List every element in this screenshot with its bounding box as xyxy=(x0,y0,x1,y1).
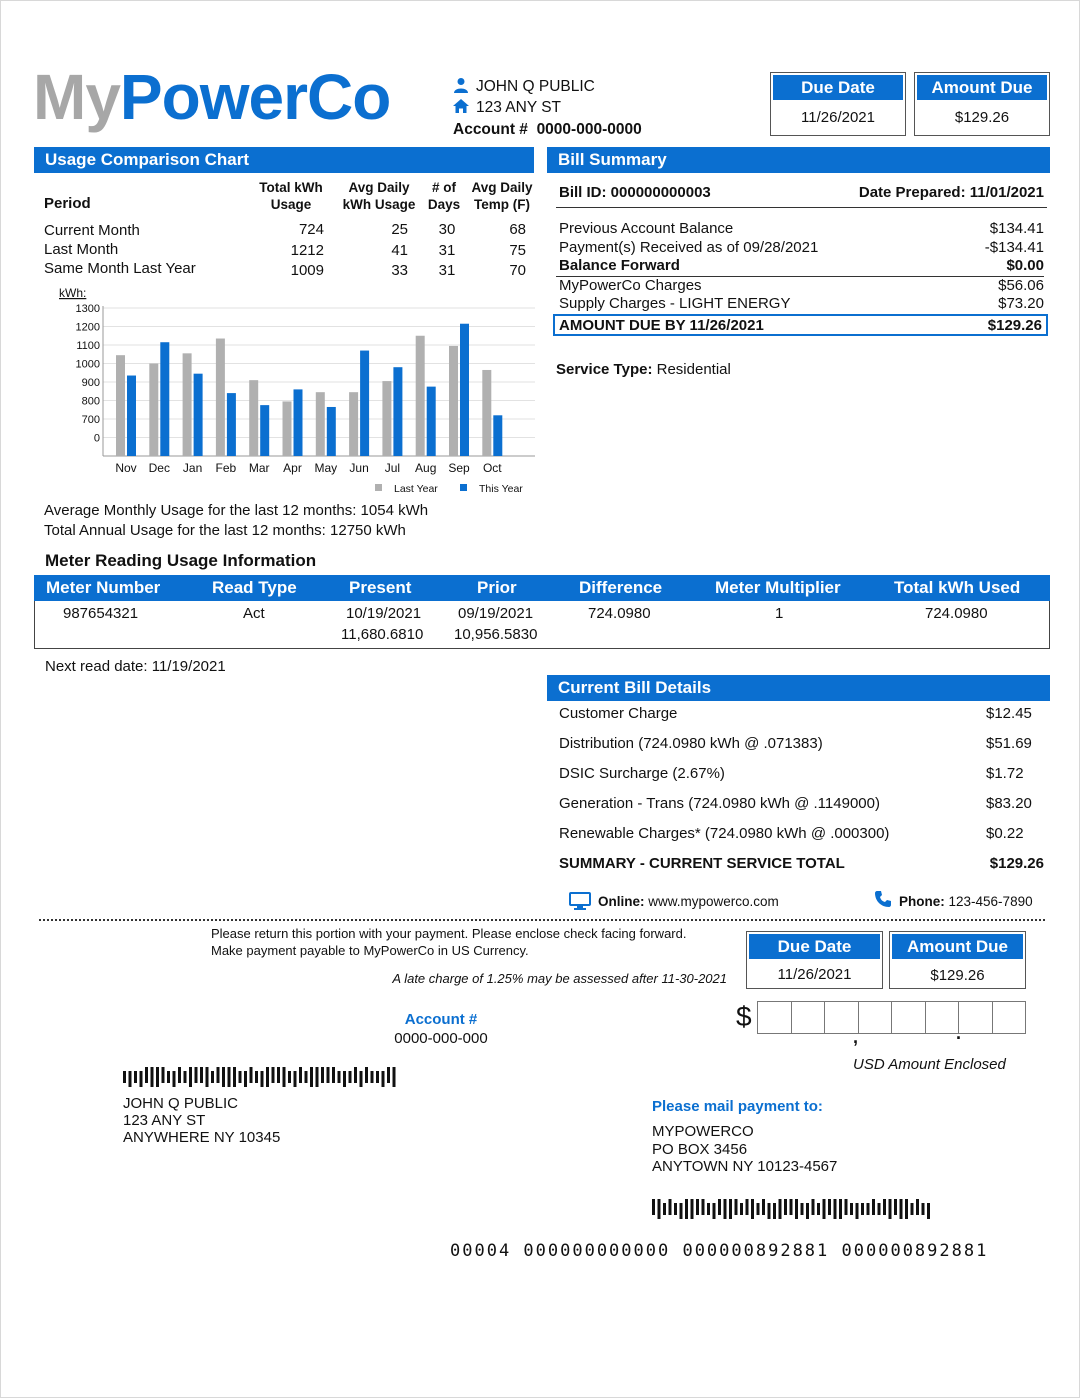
barcode-bar xyxy=(652,1199,655,1215)
usage-section-header: Usage Comparison Chart xyxy=(34,147,534,173)
barcode-bar xyxy=(718,1199,721,1215)
meter-table-row: 987654321 Act 10/19/2021 11,680.6810 09/19/2021 10,956.5830 724.0980 1 724.0980 xyxy=(34,601,1050,649)
legend-label: This Year xyxy=(479,483,523,495)
barcode-bar xyxy=(724,1199,727,1219)
bar-this-year xyxy=(194,374,203,456)
stub-due-date-value: 11/26/2021 xyxy=(777,966,852,983)
barcode-bar xyxy=(343,1071,346,1087)
customer-info xyxy=(453,76,642,140)
barcode-bar xyxy=(332,1067,335,1083)
barcode-bar xyxy=(867,1203,870,1215)
barcode-bar xyxy=(773,1203,776,1219)
barcode-bar xyxy=(839,1199,842,1219)
customer-barcode xyxy=(123,1067,483,1089)
barcode-bar xyxy=(173,1071,176,1087)
barcode-bar xyxy=(834,1199,837,1219)
bill-id: Bill ID: 000000000003 xyxy=(559,184,711,201)
barcode-bar xyxy=(178,1067,181,1083)
barcode-bar xyxy=(663,1203,666,1215)
barcode-bar xyxy=(691,1199,694,1219)
summary-divider xyxy=(556,207,1047,208)
bar-last-year xyxy=(283,401,292,456)
barcode-bar xyxy=(338,1071,341,1083)
barcode-bar xyxy=(233,1067,236,1087)
amount-decimal: . xyxy=(956,1023,962,1043)
bar-last-year xyxy=(149,364,158,457)
bill-summary-lines xyxy=(559,220,1044,314)
barcode-bar xyxy=(321,1067,324,1083)
stub-amount-due-box xyxy=(889,931,1026,989)
amount-due-label: Amount Due xyxy=(915,73,1049,102)
barcode-bar xyxy=(189,1067,192,1087)
barcode-bar xyxy=(872,1199,875,1215)
barcode-bar xyxy=(387,1067,390,1083)
barcode-bar xyxy=(217,1067,220,1083)
detail-line: Renewable Charges* (724.0980 kWh @ .000300) $0.22 xyxy=(559,825,1024,842)
barcode-bar xyxy=(206,1067,209,1087)
barcode-bar xyxy=(200,1067,203,1083)
barcode-bar xyxy=(272,1067,275,1083)
remit-barcode xyxy=(652,1199,1012,1223)
barcode-bar xyxy=(288,1071,291,1083)
barcode-bar xyxy=(823,1199,826,1219)
detail-line: Generation - Trans (724.0980 kWh @ .1149000) $83.20 xyxy=(559,795,1032,812)
total-kwh-column-header: Total kWh Usage xyxy=(259,180,323,212)
barcode-bar xyxy=(239,1071,242,1083)
bar-last-year xyxy=(349,392,358,456)
amount-due-value: $129.26 xyxy=(954,109,1010,126)
barcode-bar xyxy=(751,1199,754,1219)
barcode-bar xyxy=(327,1067,330,1083)
barcode-bar xyxy=(129,1071,132,1087)
y-tick-label: 1100 xyxy=(76,340,100,352)
service-type: Service Type: Residential xyxy=(556,361,731,378)
bar-this-year xyxy=(393,367,402,456)
amount-enclosed-input[interactable] xyxy=(758,1001,1026,1034)
computer-icon xyxy=(569,892,591,910)
legend-swatch xyxy=(375,484,382,491)
x-tick-label: May xyxy=(314,461,338,475)
barcode-bar xyxy=(685,1199,688,1219)
bar-last-year xyxy=(216,339,225,456)
barcode-bar xyxy=(905,1199,908,1219)
amount-comma: , xyxy=(853,1027,859,1047)
barcode-bar xyxy=(669,1199,672,1215)
barcode-bar xyxy=(354,1067,357,1083)
barcode-bar xyxy=(250,1067,253,1083)
barcode-bar xyxy=(371,1071,374,1083)
x-tick-label: Jun xyxy=(349,461,369,475)
barcode-bar xyxy=(894,1199,897,1215)
summary-line: Previous Account Balance $134.41 xyxy=(559,220,1044,237)
bill-details-list xyxy=(559,705,1044,885)
barcode-bar xyxy=(283,1067,286,1087)
x-tick-label: Apr xyxy=(283,461,302,475)
late-charge-note: A late charge of 1.25% may be assessed after 11-30-2021 xyxy=(392,971,727,986)
period-column-header: Period xyxy=(44,195,91,212)
x-tick-label: Mar xyxy=(248,461,270,475)
next-read-date: Next read date: 11/19/2021 xyxy=(45,658,226,675)
person-icon xyxy=(453,77,469,93)
barcode-bar xyxy=(123,1071,126,1083)
online-url[interactable]: www.mypowerco.com xyxy=(648,894,779,909)
average-monthly-usage: Average Monthly Usage for the last 12 months: 1054 kWh xyxy=(44,502,429,519)
x-tick-label: Jan xyxy=(182,461,203,475)
barcode-bar xyxy=(779,1199,782,1219)
barcode-bar xyxy=(713,1203,716,1219)
bar-last-year xyxy=(116,355,125,456)
x-tick-label: Feb xyxy=(215,461,237,475)
barcode-bar xyxy=(861,1203,864,1215)
avg-daily-kwh-column-header: Avg Daily kWh Usage xyxy=(342,180,416,212)
barcode-bar xyxy=(195,1067,198,1083)
usage-bar-chart xyxy=(41,281,541,501)
barcode-bar xyxy=(393,1067,396,1087)
bar-this-year xyxy=(160,342,169,456)
summary-line: MyPowerCo Charges $56.06 xyxy=(559,276,1044,294)
amount-due-by-box xyxy=(553,314,1048,336)
mail-payment-label: Please mail payment to: xyxy=(652,1098,823,1115)
y-tick-label: 700 xyxy=(81,414,100,426)
stub-account-label: Account # xyxy=(404,1011,478,1028)
x-tick-label: Oct xyxy=(482,461,502,475)
summary-line: Payment(s) Received as of 09/28/2021 -$134.41 xyxy=(559,238,1044,256)
due-date-box xyxy=(770,72,906,136)
barcode-bar xyxy=(696,1199,699,1215)
barcode-bar xyxy=(294,1071,297,1087)
barcode-bar xyxy=(845,1199,848,1215)
y-tick-label: 0 xyxy=(93,432,100,445)
barcode-bar xyxy=(883,1199,886,1215)
meter-table-header: Meter Number Read Type Present Prior Difference Meter Multiplier Total kWh Used xyxy=(34,575,1050,601)
barcode-bar xyxy=(156,1067,159,1087)
phone-icon xyxy=(874,890,892,908)
barcode-bar xyxy=(658,1199,661,1219)
date-prepared: Date Prepared: 11/01/2021 xyxy=(858,184,1044,201)
bar-this-year xyxy=(227,393,236,456)
barcode-bar xyxy=(680,1203,683,1219)
barcode-bar xyxy=(228,1067,231,1087)
stub-amount-due-value: $129.26 xyxy=(930,967,985,984)
current-bill-details-header: Current Bill Details xyxy=(547,675,1050,701)
barcode-bar xyxy=(817,1203,820,1215)
phone-contact: Phone: 123-456-7890 xyxy=(874,890,1033,909)
barcode-bar xyxy=(729,1199,732,1219)
barcode-bar xyxy=(889,1199,892,1219)
barcode-bar xyxy=(167,1071,170,1083)
amount-due-by-value: $129.26 xyxy=(987,316,1042,334)
barcode-bar xyxy=(790,1199,793,1215)
barcode-bar xyxy=(768,1203,771,1219)
tear-line xyxy=(39,919,1045,921)
home-icon xyxy=(453,98,469,114)
barcode-bar xyxy=(211,1071,214,1083)
customer-name: JOHN Q PUBLIC xyxy=(476,78,595,95)
y-tick-label: 1000 xyxy=(75,358,100,371)
barcode-bar xyxy=(365,1067,368,1083)
barcode-bar xyxy=(266,1067,269,1087)
barcode-bar xyxy=(900,1199,903,1219)
total-annual-usage: Total Annual Usage for the last 12 months: 12750 kWh xyxy=(44,522,406,539)
barcode-bar xyxy=(674,1203,677,1215)
bar-last-year xyxy=(316,392,325,456)
stub-account-value: 0000-000-000 xyxy=(394,1030,488,1047)
customer-street: 123 ANY ST xyxy=(476,99,562,116)
days-column-header: # of Days xyxy=(427,180,461,212)
barcode-bar xyxy=(735,1199,738,1215)
barcode-bar xyxy=(795,1199,798,1219)
barcode-bar xyxy=(757,1203,760,1215)
barcode-bar xyxy=(927,1203,930,1219)
barcode-bar xyxy=(828,1199,831,1215)
barcode-bar xyxy=(740,1203,743,1215)
usage-averages xyxy=(44,501,428,541)
barcode-bar xyxy=(305,1071,308,1083)
bar-last-year xyxy=(449,346,458,456)
bar-last-year xyxy=(249,380,258,456)
account-number: 0000-000-0000 xyxy=(536,121,642,138)
y-tick-label: 900 xyxy=(81,377,100,389)
x-tick-label: Jul xyxy=(384,461,401,475)
summary-line-balance-forward: Balance Forward $0.00 xyxy=(559,257,1044,274)
x-tick-label: Aug xyxy=(415,461,437,475)
detail-total-line: SUMMARY - CURRENT SERVICE TOTAL $129.26 xyxy=(559,855,1044,872)
barcode-bar xyxy=(255,1071,258,1083)
y-axis-label: kWh: xyxy=(59,286,87,300)
x-tick-label: Sep xyxy=(448,461,470,475)
barcode-bar xyxy=(911,1203,914,1215)
stub-due-date-box xyxy=(746,931,883,989)
amount-due-by-label: AMOUNT DUE BY 11/26/2021 xyxy=(559,316,764,334)
utility-bill-page: MyPowerCo JOHN Q PUBLIC 123 ANY ST Account # 0000-000-0000 Due Date 11/26/2021 Amount Due $129.26 Usage Comparison Chart Period Total kWh Usage Avg Daily kWh Usage # of Days Avg Daily Temp (F) Current Month 724 25 30 68 Last Month 1212 41 31 75 Same Month Last Year 1009 33 31 70 kWh: 1300 1200 1100 1000 900 800 700 0 Nov Dec Jan Feb Mar Apr May Jun Jul Aug Sep Oct Last Year This Year Average Monthly Usage for the last 12 months: 1054 kWh Total Annual Usage for the last 12 months: 12750 kWh Bill Summary Bill ID: 000000000003 Date Prepared: 11/01/2021 Previous Account Balance $134.41 Payment(s) Received as of 09/28/2021 -$134.41 Balance Forward $0.00 MyPowerCo Charges $56.06 Supply Charges - LIGHT ENERGY $73.20 AMOUNT DUE BY 11/26/2021 $129.26 Service Type: Residential Meter Reading Usage Information Meter Number Read Type Present Prior Difference Meter Multiplier Total kWh Used 987654321 Act 10/19/2021 11,680.6810 09/19/2021 10,956.5830 724.0980 1 724.0980 Next read date: 11/19/2021 Current Bill Details Customer Charge $12.45 Distribution (724.0980 kWh @ .071383) $51.69 DSIC Surcharge (2.67%) $1.72 Generation - Trans (724.0980 kWh @ .1149000) $83.20 Renewable Charges* (724.0980 kWh @ .000300) $0.22 SUMMARY - CURRENT SERVICE TOTAL $129.26 Online: www.mypowerco.com Phone: 123-456-7890 Please return this portion with your payment. Please enclose check facing forward. Make payment payable to MyPowerCo in US Currency. A late charge of 1.25% may be assessed after 11-30-2021 Due Date 11/26/2021 Amount Due $129.26 Account # 0000-000-000 $ , . USD Amount Enclosed JOHN Q PUBLIC 123 ANY ST ANYWHERE NY 10345 Please mail payment to: MYPOWERCO PO BOX 3456 ANYTOWN NY 10123-4567 00004 000000000000 000000892881 000000892881 xyxy=(0,0,1080,1398)
bar-this-year xyxy=(460,324,469,456)
barcode-bar xyxy=(360,1071,363,1087)
remit-address: MYPOWERCO PO BOX 3456 ANYTOWN NY 10123-4567 xyxy=(652,1123,838,1175)
amount-due-box xyxy=(914,72,1050,136)
bar-last-year xyxy=(416,336,425,456)
phone-number: 123-456-7890 xyxy=(948,894,1033,909)
barcode-bar xyxy=(856,1203,859,1219)
ocr-scanline: 00004 000000000000 000000892881 000000892881 xyxy=(450,1241,989,1261)
bar-last-year xyxy=(183,353,192,456)
usd-amount-enclosed-label: USD Amount Enclosed xyxy=(853,1056,1006,1073)
barcode-bar xyxy=(850,1203,853,1215)
bar-this-year xyxy=(427,387,436,456)
account-label: Account # xyxy=(453,121,528,138)
legend-swatch xyxy=(460,484,467,491)
detail-line: DSIC Surcharge (2.67%) $1.72 xyxy=(559,765,1024,782)
bill-summary-header: Bill Summary xyxy=(547,147,1050,173)
stub-due-date-label: Due Date xyxy=(747,932,882,961)
return-instructions: Please return this portion with your payment. Please enclose check facing forward. Make payment payable to MyPowerCo in US Currency. xyxy=(211,926,687,958)
barcode-bar xyxy=(922,1203,925,1215)
barcode-bar xyxy=(162,1067,165,1083)
meter-section-title: Meter Reading Usage Information xyxy=(45,551,317,570)
barcode-bar xyxy=(382,1071,385,1087)
barcode-bar xyxy=(916,1199,919,1215)
y-tick-label: 800 xyxy=(81,395,100,408)
due-date-label: Due Date xyxy=(771,73,905,102)
company-logo: MyPowerCo xyxy=(33,61,391,133)
bar-this-year xyxy=(493,415,502,456)
barcode-bar xyxy=(801,1203,804,1215)
barcode-bar xyxy=(134,1071,137,1083)
bar-this-year xyxy=(260,405,269,456)
barcode-bar xyxy=(376,1071,379,1083)
stub-amount-due-label: Amount Due xyxy=(890,932,1025,961)
barcode-bar xyxy=(806,1203,809,1219)
barcode-bar xyxy=(707,1203,710,1215)
x-tick-label: Nov xyxy=(115,461,137,475)
barcode-bar xyxy=(878,1203,881,1215)
detail-line: Distribution (724.0980 kWh @ .071383) $51.69 xyxy=(559,735,1032,752)
barcode-bar xyxy=(151,1067,154,1087)
stub-customer-address: JOHN Q PUBLIC 123 ANY ST ANYWHERE NY 10345 xyxy=(123,1095,281,1146)
summary-line: Supply Charges - LIGHT ENERGY $73.20 xyxy=(559,295,1044,312)
online-contact: Online: www.mypowerco.com xyxy=(569,892,779,910)
barcode-bar xyxy=(812,1199,815,1215)
barcode-bar xyxy=(184,1071,187,1083)
barcode-bar xyxy=(222,1067,225,1087)
barcode-bar xyxy=(310,1067,313,1087)
bar-this-year xyxy=(127,376,136,456)
bar-last-year xyxy=(482,370,491,456)
barcode-bar xyxy=(702,1199,705,1215)
y-tick-label: 1200 xyxy=(75,321,100,334)
barcode-bar xyxy=(746,1199,749,1215)
barcode-bar xyxy=(140,1071,143,1087)
bar-this-year xyxy=(360,351,369,456)
bar-this-year xyxy=(327,407,336,456)
dollar-sign: $ xyxy=(736,1001,752,1032)
legend-label: Last Year xyxy=(394,483,438,495)
x-tick-label: Dec xyxy=(148,461,170,475)
barcode-bar xyxy=(349,1071,352,1083)
barcode-bar xyxy=(261,1071,264,1087)
bar-this-year xyxy=(294,389,303,456)
y-tick-label: 1300 xyxy=(75,303,100,315)
detail-line: Customer Charge $12.45 xyxy=(559,705,1032,722)
barcode-bar xyxy=(762,1199,765,1215)
barcode-bar xyxy=(277,1067,280,1083)
bar-last-year xyxy=(382,381,391,456)
barcode-bar xyxy=(299,1067,302,1083)
barcode-bar xyxy=(784,1199,787,1215)
barcode-bar xyxy=(145,1067,148,1083)
avg-temp-column-header: Avg Daily Temp (F) xyxy=(471,180,533,212)
due-date-value: 11/26/2021 xyxy=(801,109,875,126)
barcode-bar xyxy=(244,1071,247,1087)
barcode-bar xyxy=(316,1067,319,1087)
